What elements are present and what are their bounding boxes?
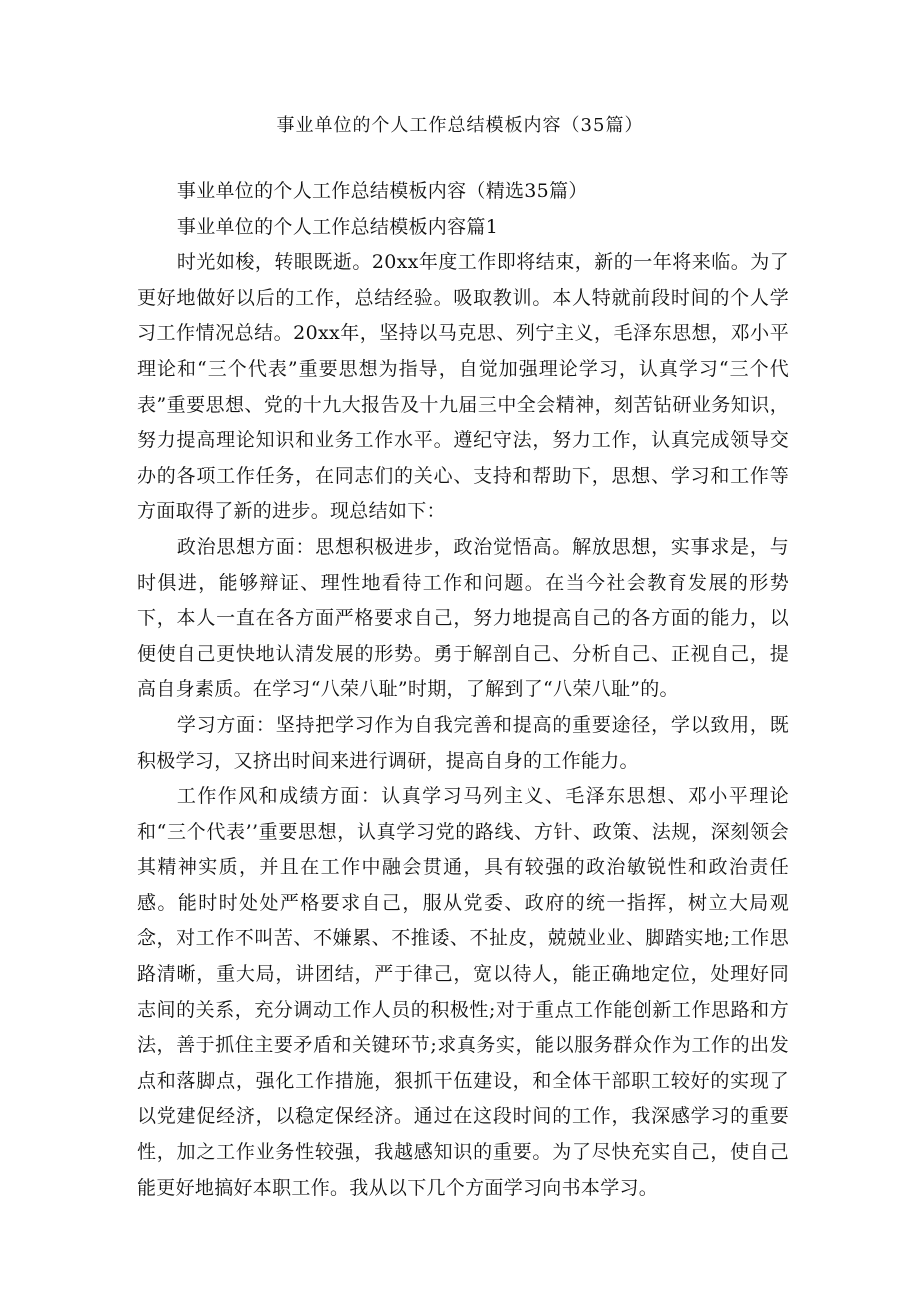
subtitle-paragraph: 事业单位的个人工作总结模板内容（精选35篇） bbox=[176, 180, 588, 202]
body-paragraph: 时光如梭，转眼既逝。20xx年度工作即将结束，新的一年将来临。为了更好地做好以后的工作，总结经验。吸取教训。本人特就前段时间的个人学习工作情况总结。20xx年，坚持以马克思、列宁主义，毛泽东思想，邓小平理论和“三个代表”重要思想为指导，自觉加强理论学习，认真学习“三个代表”重要思想、党的十九大报告及十九届三中全会精神，刻苦钻研业务知识，努力提高理论知识和业务工作水平。遵纪守法，努力工作，认真完成领导交办的各项工作任务，在同志们的关心、支持和帮助下，思想、学习和工作等方面取得了新的进步。现总结如下： bbox=[137, 251, 789, 523]
body-paragraph: 工作作风和成绩方面：认真学习马列主义、毛泽东思想、邓小平理论和“三个代表’’重要思想，认真学习党的路线、方针、政策、法规，深刻领会其精神实质，并且在工作中融会贯通，具有较强的政治敏锐性和政治责任感。能时时处处严格要求自己，服从党委、政府的统一指挥，树立大局观念，对工作不叫苦、不嫌累、不推诿、不扯皮，兢兢业业、脚踏实地;工作思路清晰，重大局，讲团结，严于律己，宽以待人，能正确地定位，处理好同志间的关系，充分调动工作人员的积极性;对于重点工作能创新工作思路和方法，善于抓住主要矛盾和关键环节;求真务实，能以服务群众作为工作的出发点和落脚点，强化工作措施，狠抓干伍建设，和全体干部职工较好的实现了以党建促经济，以稳定保经济。通过在这段时间的工作，我深感学习的重要性，加之工作业务性较强，我越感知识的重要。为了尽快充实自己，使自己能更好地搞好本职工作。我从以下几个方面学习向书本学习。 bbox=[137, 785, 789, 1199]
body-paragraph: 学习方面：坚持把学习作为自我完善和提高的重要途径，学以致用，既积极学习，又挤出时间来进行调研，提高自身的工作能力。 bbox=[137, 713, 789, 772]
body-paragraph: 政治思想方面：思想积极进步，政治觉悟高。解放思想，实事求是，与时俱进，能够辩证、理性地看待工作和问题。在当今社会教育发展的形势下，本人一直在各方面严格要求自己，努力地提高自己的各方面的能力，以便使自己更快地认清发展的形势。勇于解剖自己、分析自己、正视自己，提高自身素质。在学习“八荣八耻”时期，了解到了“八荣八耻”的。 bbox=[137, 535, 789, 701]
document-body bbox=[137, 174, 789, 1206]
section-heading: 事业单位的个人工作总结模板内容篇1 bbox=[176, 215, 499, 238]
document-title: 事业单位的个人工作总结模板内容（35篇） bbox=[276, 115, 644, 136]
